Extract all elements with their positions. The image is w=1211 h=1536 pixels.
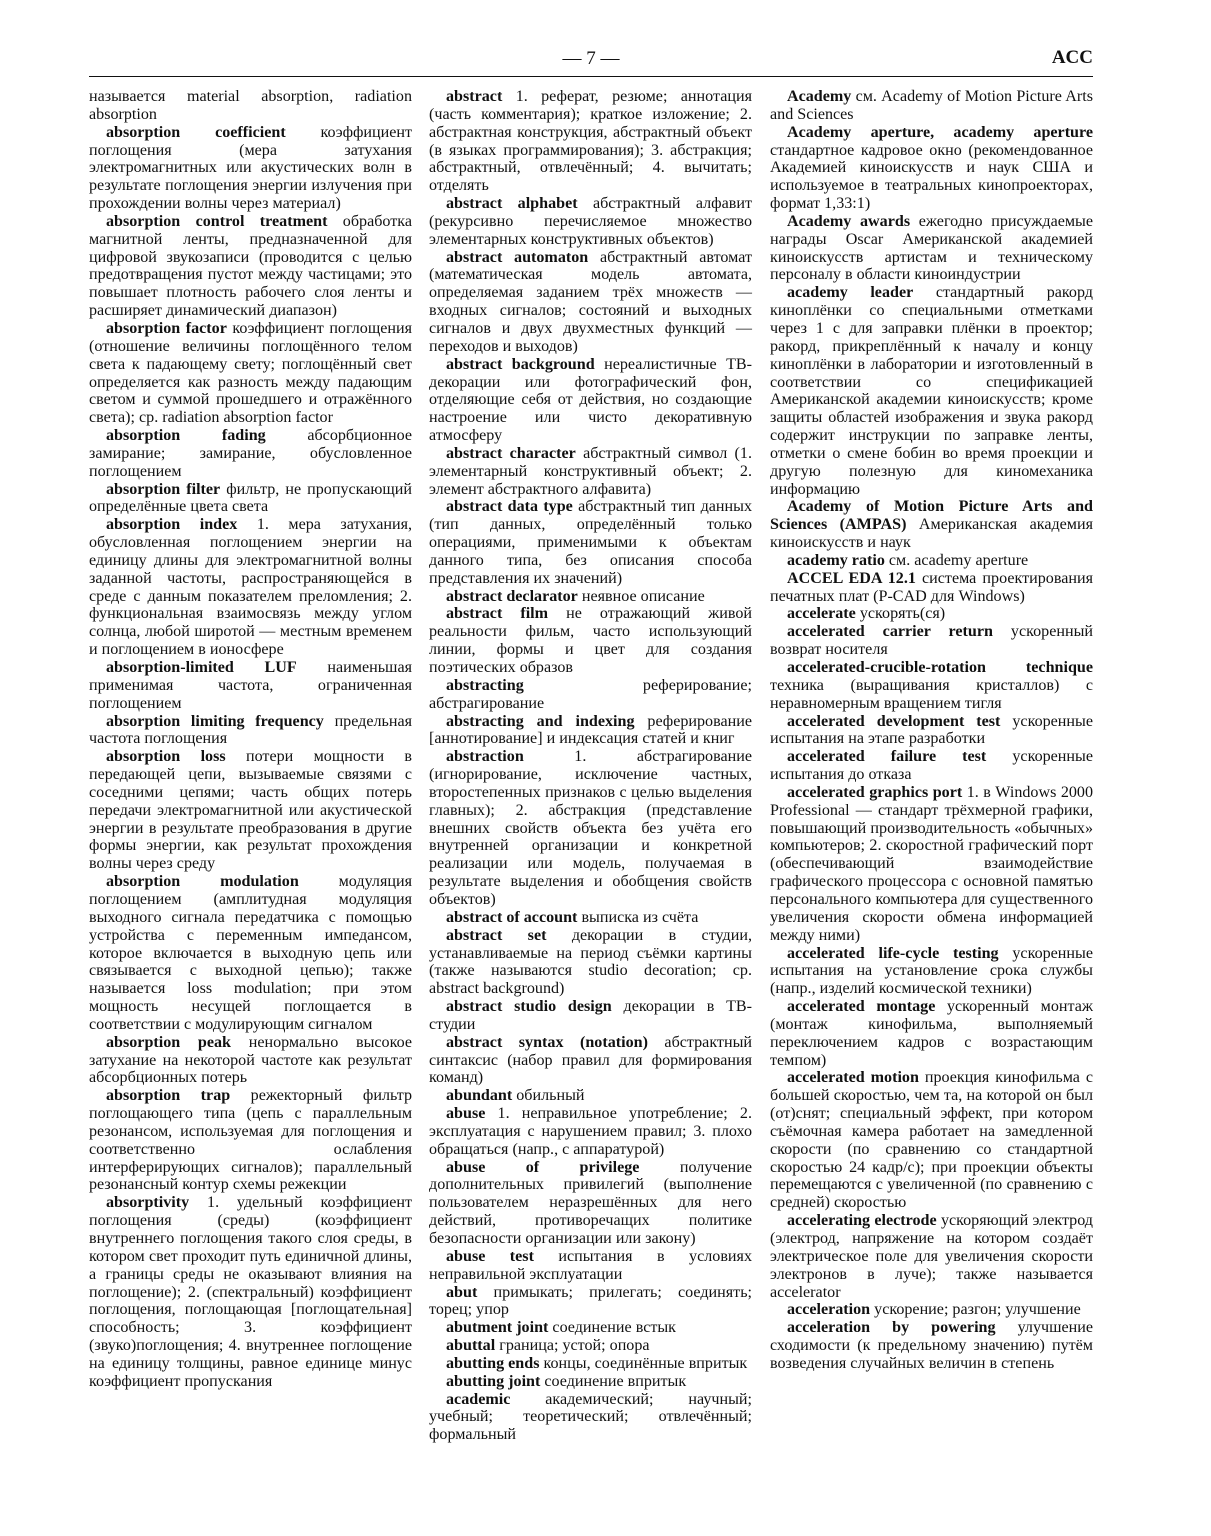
- entry-term: abuse: [446, 1105, 486, 1123]
- entry-term: abstracting: [446, 676, 524, 694]
- entry-term: Academy aperture, academy aperture: [787, 123, 1093, 141]
- dictionary-entry: [770, 88, 1093, 124]
- entry-term: absorption control treatment: [106, 212, 328, 230]
- entry-term: absorption loss: [106, 748, 226, 766]
- entry-term: abstracting and indexing: [446, 712, 635, 730]
- entry-term: Academy: [787, 88, 852, 105]
- dictionary-entry: [429, 1337, 752, 1355]
- entry-term: abundant: [446, 1087, 513, 1105]
- entry-term: acceleration: [787, 1301, 871, 1319]
- dictionary-entry: [89, 124, 412, 213]
- entry-term: absorption peak: [106, 1033, 232, 1051]
- dictionary-entry: [429, 445, 752, 499]
- dictionary-entry: [429, 88, 752, 195]
- entry-definition: абстрактный символ (1. элементарный конструктивный объект; 2. элемент абстрактного алфавита): [429, 444, 752, 498]
- dictionary-entry: [89, 748, 412, 873]
- dictionary-entry: [429, 605, 752, 676]
- entry-definition: концы, соединённые впритык: [543, 1354, 748, 1372]
- dictionary-entry: [770, 1319, 1093, 1373]
- dictionary-entry: [429, 1034, 752, 1088]
- entry-definition: абстрактный автомат (математическая модель автомата, определяемая заданием трёх множеств — входных сигналов; состояний и выходных сигналов и двух двухместных функций — переходов и выходов): [429, 248, 752, 355]
- entry-definition: стандартное кадровое окно (рекомендованное Академией киноискусств и наук США и используемое в театральных кинопроекторах, формат 1,33:1): [770, 141, 1093, 213]
- entry-definition: проекция кинофильма с большей скоростью, чем та, на которой он был (от)снят; специальный эффект, при котором съёмочная камера работает на замедленной скорости (по сравнению со стандартной скоростью 24 кадр/с); при проекции объекты перемещаются с увеличенной (по сравнению с средней) скоростью: [770, 1069, 1093, 1212]
- dictionary-entry: [429, 498, 752, 587]
- entry-definition: система проектирования печатных плат (P-CAD для Windows): [770, 569, 1093, 605]
- entry-term: abstract character: [446, 444, 576, 462]
- entry-term: absorption-limited LUF: [106, 659, 297, 676]
- dictionary-entry: [429, 998, 752, 1034]
- entry-term: absorption fading: [106, 427, 266, 445]
- dictionary-entry: [429, 1373, 752, 1391]
- dictionary-entry: [770, 945, 1093, 999]
- entry-term: accelerated life-cycle testing: [787, 944, 999, 962]
- dictionary-entry: [429, 588, 752, 606]
- dictionary-entry: [429, 1248, 752, 1284]
- dictionary-entry: [89, 1194, 412, 1390]
- entry-definition: коэффициент поглощения (мера затухания электромагнитных или акустических волн в результате поглощения энергии излучения при прохождении волны через материал): [89, 123, 412, 213]
- entry-term: accelerated graphics port: [787, 783, 963, 801]
- entry-definition: 1. мера затухания, обусловленная поглощением энергии на единицу длины для электромагнитной волны заданной частоты, распространяющейся в среде с данным показателем преломления; 2. функциональная взаимосвязь между углом солнца, любой широтой — местным временем и поглощением в ионосфере: [89, 516, 412, 659]
- entry-term: abutment joint: [446, 1319, 549, 1337]
- entry-definition: наименьшая применимая частота, ограниченная поглощением: [89, 659, 412, 712]
- entry-definition: академический; научный; учебный; теоретический; отвлечённый; формальный: [429, 1390, 752, 1444]
- dictionary-entry: [770, 623, 1093, 659]
- entry-term: academic: [446, 1390, 511, 1408]
- dictionary-entry: [770, 498, 1093, 552]
- entry-term: absorption index: [106, 516, 238, 534]
- entry-term: accelerated montage: [787, 998, 936, 1016]
- entry-definition: коэффициент поглощения (отношение величины поглощённого телом света к падающему свету; поглощённый свет определяется как разность между падающим светом и суммой прошедшего и отражённого света); ср. radiation absorption factor: [89, 319, 412, 427]
- entry-definition: соединение впритык: [544, 1372, 687, 1390]
- entry-definition: ускоренные испытания на установление срока службы (напр., изделий космической техники): [770, 944, 1093, 998]
- dictionary-entry: [429, 677, 752, 713]
- entry-term: academy leader: [787, 284, 914, 302]
- entry-definition: техника (выращивания кристаллов) с неравномерным вращением тигля: [770, 676, 1093, 712]
- entry-definition: улучшение сходимости (к предельному значению) путём возведения случайных величин в степень: [770, 1319, 1093, 1372]
- entry-definition: ускорять(ся): [859, 605, 946, 623]
- entry-definition: ненормально высокое затухание на некоторой частоте как результат абсорбционных потерь: [89, 1033, 412, 1087]
- dictionary-entry: [770, 748, 1093, 784]
- entry-definition: нереалистичные ТВ-декорации или фотографический фон, отделяющие себя от действия, но создающие настроение или чисто декоративную атмосферу: [429, 355, 752, 445]
- dictionary-entry: [770, 784, 1093, 945]
- dictionary-entry: [429, 1355, 752, 1373]
- entry-definition: 1. реферат, резюме; аннотация (часть комментария); краткое изложение; 2. абстрактная конструкция, абстрактный объект (в языках программирования); 3. абстракция; абстрактный, отвлечённый; 4. вычитать; отделять: [429, 88, 752, 195]
- dictionary-entry: [89, 713, 412, 749]
- entry-term: Academy of Motion Picture Arts and Sciences (AMPAS): [770, 498, 1093, 534]
- dictionary-entry: [89, 320, 412, 427]
- entry-definition: обильный: [516, 1087, 585, 1105]
- dictionary-entry: [429, 1087, 752, 1105]
- entry-definition: стандартный ракорд киноплёнки со специальными отметками через 1 с для заправки плёнки в проектор; ракорд, прикреплённый к началу и концу киноплёнки в лаборатории и изготовленный в соответствии со спецификацией Американской академии киноискусств; кроме защиты областей изображения и звука ракорд содержит инструкции по заправке ленты, отметки о смене бобин во время проекции и другую полезную для киномеханика информацию: [770, 284, 1093, 498]
- dictionary-entry: [770, 1301, 1093, 1319]
- entry-definition: испытания в условиях неправильной эксплуатации: [429, 1247, 752, 1283]
- entry-definition: потери мощности в передающей цепи, вызываемые связями с соседними цепями; часть общих потерь передачи электромагнитной или акустической энергии в результате преобразования в другие формы энергии, как результат прохождения волны через среду: [89, 748, 412, 873]
- dictionary-entry: [429, 195, 752, 249]
- running-head: ACC: [1051, 47, 1093, 68]
- dictionary-entry: [429, 1284, 752, 1320]
- dictionary-entry: [429, 1391, 752, 1445]
- entry-term: accelerating electrode: [787, 1212, 937, 1230]
- entry-definition: 1. удельный коэффициент поглощения (среды) (коэффициент внутреннего поглощения такого слоя среды, в котором свет проходит путь единичной длины, а границы среды не оказывают влияния на поглощение); 2. (спектральный) коэффициент поглощения, поглощающая [поглощательная] способность; 3. коэффициент (звуко)поглощения; 4. внутреннее поглощение на единицу толщины, равное единице минус коэффициент пропускания: [89, 1194, 412, 1390]
- entry-term: accelerated carrier return: [787, 623, 993, 641]
- entry-term: absorption modulation: [106, 873, 299, 891]
- entry-term: academy ratio: [787, 551, 885, 569]
- dictionary-entry: [89, 659, 412, 713]
- entry-definition: абстрактный тип данных (тип данных, определённый только операциями, применимыми к объектам данного типа, без описания способа представления их значений): [429, 498, 752, 587]
- entry-term: accelerated-crucible-rotation technique: [787, 659, 1093, 676]
- column-3: [770, 88, 1093, 1373]
- dictionary-entry: [770, 1069, 1093, 1212]
- entry-term: abstract declarator: [446, 587, 578, 605]
- entry-definition: соединение встык: [552, 1319, 677, 1337]
- entry-term: abstract: [446, 88, 503, 105]
- dictionary-entry: [89, 873, 412, 1034]
- entry-definition: абсорбционное замирание; замирание, обусловленное поглощением: [89, 427, 412, 480]
- entry-term: accelerated motion: [787, 1069, 919, 1087]
- dictionary-entry: [770, 998, 1093, 1069]
- entry-term: absorptivity: [106, 1194, 190, 1212]
- entry-definition: ускорение; разгон; улучшение: [874, 1301, 1081, 1319]
- dictionary-entry: [770, 284, 1093, 498]
- entry-definition: реферирование [аннотирование] и индексация статей и книг: [429, 712, 752, 748]
- dictionary-entry: [89, 88, 412, 124]
- entry-definition: обработка магнитной ленты, предназначенной для цифровой звукозаписи (проводится с целью предотвращения пустот между частицами; это повышает плотность рабочего слоя ленты и расширяет динамический диапазон): [89, 212, 412, 320]
- dictionary-entry: [770, 659, 1093, 713]
- entry-term: accelerated development test: [787, 712, 1001, 730]
- entry-term: absorption limiting frequency: [106, 712, 324, 730]
- page-number: — 7 —: [562, 48, 620, 69]
- dictionary-entry: [89, 1034, 412, 1088]
- entry-term: Academy awards: [787, 212, 911, 230]
- dictionary-entry: [429, 748, 752, 909]
- entry-definition: 1. неправильное употребление; 2. эксплуатация с нарушением правил; 3. плохо обращаться (напр., с аппаратурой): [429, 1105, 752, 1158]
- entry-definition: декорации в ТВ-студии: [429, 998, 752, 1033]
- entry-term: abstract data type: [446, 498, 573, 516]
- entry-definition: ускоряющий электрод (электрод, напряжение на котором создаёт электрическое поле для увеличения скорости электронов в луче); также называется accelerator: [770, 1212, 1093, 1301]
- entry-definition: неявное описание: [581, 587, 705, 605]
- entry-definition: ежегодно присуждаемые награды Oscar Американской академией киноискусств артистам и техническому персоналу в области киноиндустрии: [770, 212, 1093, 284]
- dictionary-entry: [429, 356, 752, 445]
- entry-definition: называется material absorption, radiation absorption: [89, 88, 412, 123]
- dictionary-entry: [770, 570, 1093, 606]
- entry-term: ACCEL EDA 12.1: [787, 569, 916, 587]
- dictionary-entry: [89, 427, 412, 481]
- dictionary-entry: [770, 552, 1093, 570]
- entry-definition: 1. абстрагирование (игнорирование, исключение частных, второстепенных признаков с целью выделения главных); 2. абстракция (представление внешних свойств объекта без учёта его внутренней организации и конкретной реализации или модель, получаемая в результате выделения и обобщения свойств объектов): [429, 748, 752, 908]
- page-header: [89, 46, 1093, 76]
- entry-definition: см. Academy of Motion Picture Arts and Sciences: [770, 88, 1093, 123]
- entry-term: abstract film: [446, 605, 549, 623]
- entry-definition: абстрактный алфавит (рекурсивно перечисляемое множество элементарных конструктивных объектов): [429, 195, 752, 248]
- entry-term: abuse test: [446, 1247, 534, 1265]
- column-2: [429, 88, 752, 1444]
- dictionary-entry: [89, 213, 412, 320]
- dictionary-entry: [429, 713, 752, 749]
- entry-definition: граница; устой; опора: [499, 1337, 650, 1355]
- dictionary-entry: [770, 713, 1093, 749]
- entry-term: abutting joint: [446, 1372, 541, 1390]
- entry-definition: абстрактный синтаксис (набор правил для формирования команд): [429, 1033, 752, 1087]
- entry-definition: фильтр, не пропускающий определённые цвета света: [89, 480, 412, 516]
- entry-term: abstraction: [446, 748, 524, 766]
- entry-definition: ускоренный возврат носителя: [770, 623, 1094, 659]
- entry-definition: получение дополнительных привилегий (выполнение пользователем неразрешённых для него действий, противоречащих политике безопасности организации или закону): [429, 1158, 752, 1247]
- entry-definition: предельная частота поглощения: [89, 712, 413, 748]
- entry-definition: модуляция поглощением (амплитудная модуляция выходного сигнала передатчика с помощью устройства с переменным импедансом, которое включается в выходную цепь или связывается с выходной цепью); также называется loss modulation; при этом мощность несущей поглощается в соответствии с модулирующим сигналом: [89, 873, 412, 1033]
- dictionary-entry: [770, 124, 1093, 213]
- entry-definition: режекторный фильтр поглощающего типа (цепь с параллельным резонансом, используемая для поглощения и соответственно ослабления интерферирующих сигналов); параллельный резонансный контур схемы режекции: [89, 1087, 412, 1194]
- entry-term: absorption filter: [106, 480, 221, 498]
- entry-definition: Американская академия киноискусств и наук: [770, 516, 1093, 552]
- entry-definition: не отражающий живой реальности фильм, часто использующий линии, формы и цвет для создания поэтических образов: [429, 605, 753, 676]
- entry-definition: ускоренные испытания до отказа: [770, 748, 1093, 784]
- entry-term: absorption trap: [106, 1087, 231, 1105]
- entry-term: abuse of privilege: [446, 1158, 640, 1176]
- entry-term: abut: [446, 1283, 478, 1301]
- entry-definition: выписка из счёта: [581, 908, 699, 926]
- entry-term: absorption factor: [106, 319, 227, 337]
- entry-definition: ускоренный монтаж (монтаж кинофильма, выполняемый переключением кадров с возрастающим темпом): [770, 998, 1093, 1069]
- entry-term: absorption coefficient: [106, 123, 286, 141]
- entry-definition: ускоренные испытания на этапе разработки: [770, 712, 1093, 748]
- dictionary-entry: [429, 909, 752, 927]
- dictionary-entry: [770, 213, 1093, 284]
- dictionary-entry: [89, 481, 412, 517]
- entry-definition: 1. в Windows 2000 Professional — стандарт трёхмерной графики, повышающий производительность «обычных» компьютеров; 2. скоростной графический порт (обеспечивающий взаимодействие графического процессора с основной памятью персонального компьютера для существенного увеличения скорости обмена информацией между ними): [770, 783, 1094, 944]
- entry-term: accelerate: [787, 605, 856, 623]
- header-rule: [89, 76, 1093, 77]
- entry-term: abuttal: [446, 1337, 496, 1355]
- dictionary-entry: [429, 249, 752, 356]
- dictionary-entry: [89, 516, 412, 659]
- entry-term: abstract background: [446, 355, 595, 373]
- entry-term: abstract set: [446, 926, 547, 944]
- entry-term: abstract alphabet: [446, 195, 578, 213]
- dictionary-entry: [429, 1159, 752, 1248]
- dictionary-entry: [89, 1087, 412, 1194]
- dictionary-entry: [770, 1212, 1093, 1301]
- dictionary-entry: [770, 605, 1093, 623]
- entry-term: abstract automaton: [446, 248, 589, 266]
- entry-definition: см. academy aperture: [888, 551, 1029, 569]
- entry-term: accelerated failure test: [787, 748, 987, 766]
- dictionary-entry: [429, 1105, 752, 1159]
- entry-term: abstract of account: [446, 908, 578, 926]
- dictionary-entry: [429, 1319, 752, 1337]
- entry-term: acceleration by powering: [787, 1319, 996, 1337]
- column-1: [89, 88, 412, 1391]
- entry-definition: декорации в студии, устанавливаемые на период съёмки картины (также называются studio decoration; ср. abstract background): [429, 926, 752, 998]
- entry-term: abstract studio design: [446, 998, 612, 1016]
- entry-term: abstract syntax (notation): [446, 1033, 648, 1051]
- entry-definition: реферирование; абстрагирование: [429, 676, 752, 712]
- entry-definition: примыкать; прилегать; соединять; торец; упор: [429, 1283, 753, 1319]
- entry-term: abutting ends: [446, 1354, 540, 1372]
- dictionary-entry: [429, 927, 752, 998]
